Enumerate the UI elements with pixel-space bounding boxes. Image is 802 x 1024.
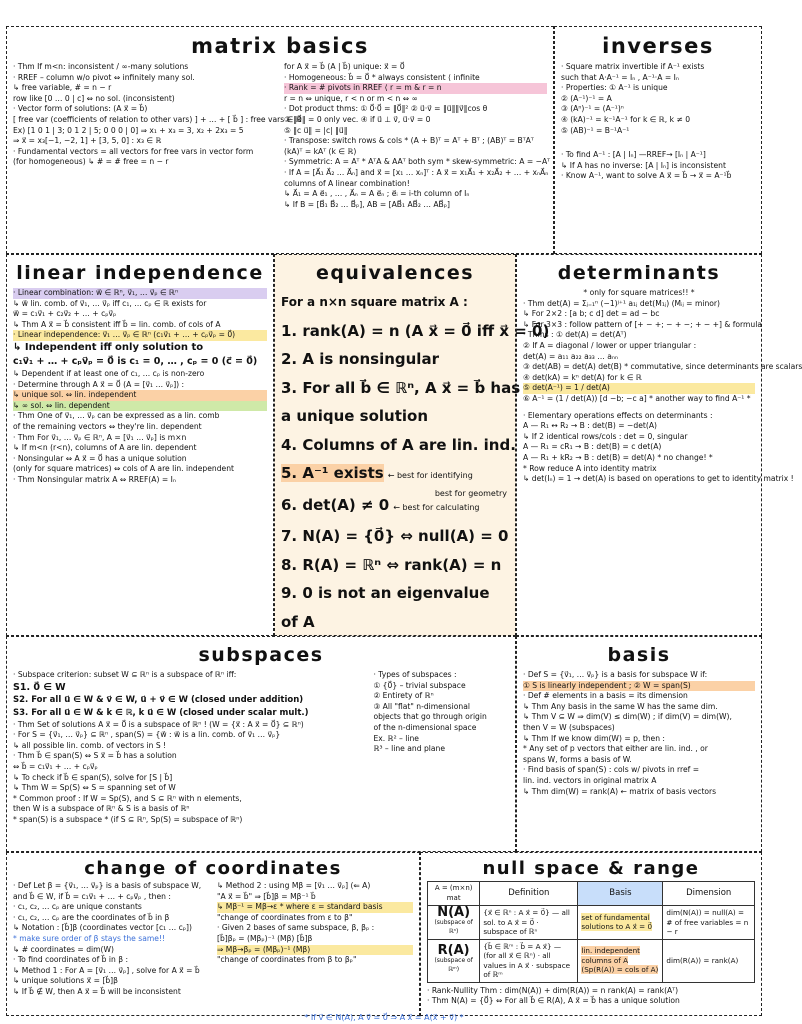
text-line: ↳ If 2 identical rows/cols : det = 0, singular [523, 431, 688, 441]
text-line: ⑤ det(A⁻¹) = 1 / det(A) [523, 383, 755, 394]
equivalence-note: ← best for identifying [387, 471, 473, 480]
equivalence-note: ← best for calculating [393, 502, 480, 512]
text-line: (for homogeneous) ↳ # = # free = n − r [13, 157, 169, 167]
text-line: ↳ If B = [B⃗₁ B⃗₂ … B⃗ₚ], AB = [AB⃗₁ AB⃗₂ … AB⃗ₚ] [284, 199, 450, 209]
text-line: · Thms : ① det(A) = det(Aᵀ) [523, 330, 627, 340]
basis-text: lin. independent columns of A (Sp(R(A)) = cols of A) [581, 946, 659, 975]
text-line: · To find A⁻¹ : [A | Iₙ] —RREF→ [Iₙ | A⁻¹] [561, 150, 706, 160]
text-line: of the n-dimensional space [373, 722, 477, 732]
text-line: ① S is linearly independent ; ② W = span(S) [523, 681, 755, 692]
text-line: ↳ det(Iₙ) = 1 → det(A) is based on operations to get to identity matrix ! [523, 474, 794, 484]
text-line: · Subspace criterion: subset W ⊆ ℝⁿ is a subspace of ℝⁿ iff: [13, 670, 237, 679]
text-line: ⇔ b⃗ = c₁v⃗₁ + … + cₚv⃗ₚ [13, 761, 98, 771]
text-line: · c₁, c₂, … cₚ are unique constants [13, 902, 142, 912]
text-line: columns of A linear combination! [284, 178, 410, 188]
equivalence-item: 7. N(A) = {0⃗} ⇔ null(A) = 0 [281, 527, 509, 545]
cheat-sheet [6, 26, 802, 1016]
text-line: · Nonsingular ⇔ A x⃗ = 0⃗ has a unique solution [13, 453, 187, 463]
text-line: ↳ unique solutions x⃗ = [b⃗]β [13, 976, 118, 986]
text-line: row like [0 … 0 | c] ⇔ no sol. (inconsistent) [13, 93, 175, 103]
text-line: ↳ Mβ⁻¹ = Mβ→ε * where ε = standard basis [217, 902, 413, 913]
basis-text: set of fundamental solutions to A x⃗ = 0⃗ [581, 912, 653, 932]
text-line: · For S = {v⃗₁, … v⃗ₚ} ⊆ ℝⁿ , span(S) = {w⃗ : w⃗ is a lin. comb. of v⃗₁ … v⃗ₚ} [13, 730, 281, 740]
text-line: ④ det(kA) = kⁿ det(A) for k ∈ ℝ [523, 372, 642, 382]
text-line: for A x⃗ = b⃗ (A | b⃗) unique: x⃗ = 0⃗ [284, 62, 405, 71]
basis-title: basis [607, 644, 671, 666]
text-line: ↳ For 3×3 : follow pattern of [+ − +; − + −; + − +] & formula [523, 319, 762, 329]
text-line: · Dot product thms: ① 0⃗·0⃗ = ‖0⃗‖² ② u⃗·v⃗ = ‖u⃗‖‖v⃗‖cos θ [284, 104, 488, 114]
text-line: det(A) = a₁₁ a₂₂ a₃₃ … aₙₙ [523, 351, 618, 361]
text-line: r = n ⇔ unique, r < n or m < n ⇔ ∞ [284, 93, 418, 103]
text-line: "A x⃗ = b⃗" ⇒ [b⃗]β = Mβ⁻¹ b⃗ [217, 891, 316, 901]
text-line: ② (A⁻¹)⁻¹ = A [561, 93, 612, 103]
text-line: * Row reduce A into identity matrix [523, 463, 657, 473]
text-line: · Types of subspaces : [373, 670, 457, 679]
subspaces-title: subspaces [198, 644, 324, 666]
text-line: · Def S = {v⃗₁, … v⃗ₚ} is a basis for subspace W if: [523, 670, 708, 679]
text-line: ↳ To check if b⃗ ∈ span(S), solve for [S | b⃗] [13, 772, 173, 782]
text-line: ④ (kA)⁻¹ = k⁻¹A⁻¹ for k ∈ ℝ, k ≠ 0 [561, 114, 691, 124]
text-line: A — R₁ ↔ R₂ → B : det(B) = −det(A) [523, 421, 657, 431]
text-line: ③ All "flat" n-dimensional [373, 701, 470, 711]
symbol-text: N(A) [437, 905, 471, 920]
text-line: objects that go through origin [373, 712, 487, 722]
footer-note: * If v⃗ ∈ N(A), A v⃗ = 0⃗ ⇒ A x⃗ = A(x⃗ + v⃗) * [304, 1013, 464, 1022]
linear-independence-title: linear independence [16, 262, 264, 284]
text-line: ③ det(AB) = det(A) det(B) * commutative, since determinants are scalars [523, 362, 802, 372]
text-line: · Homogeneous: b⃗ = 0⃗ * always consistent ⟨ infinite [284, 72, 480, 82]
text-line: · Thm Nonsingular matrix A ⇔ RREF(A) = Iₙ [13, 474, 176, 484]
matrix-basics-title: matrix basics [191, 34, 369, 58]
equivalence-item: 3. For all b⃗ ∈ ℝⁿ, A x⃗ = b⃗ has [281, 378, 521, 397]
equivalence-text: 5. A⁻¹ exists [281, 464, 384, 482]
symbol-text: R(A) [437, 943, 470, 959]
text-line: A — R₁ = cR₁ → B : det(B) = c det(A) [523, 442, 662, 452]
symbol-label: (subspace of ℝⁿ) [434, 918, 473, 935]
text-line: ↳ Thm Any basis in the same W has the same dim. [523, 701, 718, 711]
equivalence-item: a unique solution [281, 407, 429, 425]
text-line: such that A·A⁻¹ = Iₙ , A⁻¹·A = Iₙ [561, 72, 679, 82]
symbol-label: (subspace of ℝᵐ) [434, 956, 473, 974]
text-line: · Thm b⃗ ∈ span(S) ⇔ S x⃗ = b⃗ has a solution [13, 751, 177, 761]
text-line: * span(S) is a subspace * (if S ⊆ ℝⁿ, Sp(S) = subspace of ℝⁿ) [13, 814, 243, 824]
matrix-basics-left [13, 62, 302, 210]
text-line: S1. 0⃗ ∈ W [13, 681, 66, 693]
text-line: ↳ If A has no inverse: [A | Iₙ] is inconsistent [561, 160, 726, 170]
text-line: ↳ Method 2 : using Mβ = [v⃗₁ … v⃗ₚ] (⇐ A) [217, 881, 371, 890]
text-line: ↳ # coordinates = dim(W) [13, 944, 114, 954]
text-line: S2. For all u⃗ ∈ W & v⃗ ∈ W, u⃗ + v⃗ ∈ W (closed under addition) [13, 694, 304, 705]
text-line: · Know A⁻¹, want to solve A x⃗ = b⃗ → x⃗ = A⁻¹b⃗ [561, 171, 732, 181]
text-line: ↳ ∞ sol. ⇔ lin. dependent [13, 401, 267, 412]
text-line: ↳ A⃗₁ = A e⃗₁ , … , A⃗ₙ = A e⃗ₙ ; e⃗ᵢ = i-th column of Iₙ [284, 189, 470, 199]
matrix-basics-right [284, 62, 551, 210]
text-line: * only for square matrices!! * [583, 288, 695, 297]
table-row [428, 906, 755, 940]
text-line: w⃗ = c₁v⃗₁ + c₂v⃗₂ + … + cₚv⃗ₚ [13, 309, 117, 319]
text-line: · Def # elements in a basis = its dimension [523, 691, 688, 701]
null-range-table [427, 881, 755, 983]
text-line: · Thm If m<n: inconsistent / ∞-many solutions [13, 62, 189, 71]
text-line: · Def Let β = {v⃗₁, … v⃗ₚ} is a basis of subspace W, [13, 881, 202, 890]
text-line: · RREF – column w/o pivot ⇔ infinitely many sol. [13, 72, 195, 82]
text-line: ↳ w⃗ lin. comb. of v⃗₁, … v⃗ₚ iff c₁, … cₚ ∈ ℝ exists for [13, 298, 207, 308]
table-header: Basis [578, 882, 663, 906]
text-line: ⑤ ‖c u⃗‖ = |c| ‖u⃗‖ [284, 125, 348, 135]
change-of-coordinates-section [6, 852, 420, 1016]
text-line: [b⃗]βₚ = (Mβₚ)⁻¹ (Mβ) [b⃗]β [217, 933, 313, 943]
text-line: "change of coordinates from ε to β" [217, 912, 353, 922]
text-line: ↳ Dependent if at least one of c₁, … cₚ is non-zero [13, 368, 205, 378]
text-line: S3. For all u⃗ ∈ W & k ∈ ℝ, k u⃗ ∈ W (closed under scalar mult.) [13, 707, 309, 718]
text-line: ℝ³ – line and plane [373, 744, 446, 754]
equivalence-intro: For a n×n square matrix A : [281, 295, 468, 309]
coords-right [217, 881, 413, 998]
table-row [428, 939, 755, 982]
text-line: Ex. ℝ² – line [373, 733, 419, 743]
inverses-section [554, 26, 762, 254]
text-line: ↳ Thm W = Sp(S) ⇔ S = spanning set of W [13, 783, 176, 793]
equivalence-text: 6. det(A) ≠ 0 [281, 495, 390, 514]
coords-left [13, 881, 209, 998]
text-line: ⇒ x⃗ = x₃[−1, −2, 1] + [3, 5, 0] : x₃ ∈ ℝ [13, 136, 162, 146]
equivalence-item: 8. R(A) = ℝⁿ ⇔ rank(A) = n [281, 555, 502, 574]
table-header: Definition [480, 882, 578, 906]
text-line: · c₁, c₂, … cₚ are the coordinates of b⃗ in β [13, 912, 170, 922]
text-line: then V = W (subspaces) [523, 722, 615, 732]
text-line: * Common proof : If W = Sp(S), and S ⊆ ℝⁿ with n elements, [13, 793, 242, 803]
null-space-range-section [420, 852, 762, 1016]
text-line: · Determine through A x⃗ = 0⃗ (A = [v⃗₁ … v⃗ₚ]) : [13, 379, 185, 389]
text-line: (only for square matrices) ⇔ cols of A are lin. independent [13, 464, 234, 474]
text-line: c₁v⃗₁ + … + cₚv⃗ₚ = 0⃗ is c₁ = 0, … , cₚ = 0 (c⃗ = 0⃗) [13, 355, 258, 367]
text-line: ⑥ A⁻¹ = (1 / det(A)) [d −b; −c a] * another way to find A⁻¹ * [523, 393, 751, 403]
text-line: "change of coordinates from β to βₚ" [217, 955, 357, 965]
change-of-coordinates-title: change of coordinates [84, 858, 342, 879]
text-line: · Properties: ① A⁻¹ is unique [561, 83, 668, 93]
text-line: ↳ If b⃗ ∉ W, then A x⃗ = b⃗ will be inconsistent [13, 986, 181, 996]
text-line: ↳ Method 1 : For A = [v⃗₁ … v⃗ₚ] , solve for A x⃗ = b⃗ [13, 965, 200, 975]
text-line: ↳ free variable, # = n − r [13, 83, 112, 93]
equivalence-item [281, 459, 509, 491]
text-line: of the remaining vectors ⇔ they're lin. dependent [13, 421, 202, 431]
text-line: ① {0⃗} – trivial subspace [373, 680, 466, 690]
row-basis [578, 906, 663, 940]
text-line: · Thm N(A) = {0⃗} ⇔ For all b⃗ ∈ R(A), A x⃗ = b⃗ has a unique solution [427, 996, 680, 1006]
text-line: · Find basis of span(S) : cols w/ pivots in rref = [523, 765, 700, 775]
text-line: ↳ Thm V ⊆ W ⇒ dim(V) ≤ dim(W) ; if dim(V) = dim(W), [523, 712, 732, 722]
row-dimension: dim(R(A)) = rank(A) [663, 939, 755, 982]
text-line: ↳ For 2×2 : [a b; c d] det = ad − bc [523, 309, 660, 319]
text-line: * Any set of p vectors that either are lin. ind. , or [523, 744, 708, 754]
subspaces-right [373, 670, 509, 826]
determinants-section [516, 254, 802, 636]
text-line: A — R₁ + kR₂ → B : det(B) = det(A) * no change! * [523, 452, 713, 462]
text-line: · Rank = # pivots in RREF ⟨ r = m & r = n [284, 83, 547, 94]
text-line: ↳ Thm A x⃗ = b⃗ consistent iff b⃗ = lin. comb. of cols of A [13, 319, 221, 329]
text-line: · Linear combination: w⃗ ∈ ℝⁿ, v⃗₁, … v⃗ₚ ∈ ℝⁿ [13, 288, 267, 299]
row-basis [578, 939, 663, 982]
text-line: [ free var (coefficients of relation to other vars) ] + … + [ b⃗ ] : free vars ∈ ℝ [13, 114, 302, 124]
table-header-row [428, 882, 755, 906]
subspaces-section [6, 636, 516, 852]
text-line: ③ ‖0⃗‖ = 0 only vec. ④ if u⃗ ⊥ v⃗, u⃗·v⃗ = 0 [284, 114, 431, 124]
equivalences-title: equivalences [315, 262, 475, 284]
text-line: · If A = [A⃗₁ A⃗₂ … A⃗ₙ] and x⃗ = [x₁ … xₙ]ᵀ : A x⃗ = x₁A⃗₁ + x₂A⃗₂ + … + xₙA⃗ₙ [284, 167, 549, 177]
text-line: ↳ Thm If we know dim(W) = p, then : [523, 733, 665, 743]
inverses-title: inverses [602, 34, 714, 58]
text-line: · Vector form of solutions: (A x⃗ = b⃗) [13, 104, 148, 114]
basis-section [516, 636, 762, 852]
table-header: Dimension [663, 882, 755, 906]
matrix-basics-section [6, 26, 554, 254]
text-line: ↳ Thm dim(W) = rank(A) ← matrix of basis vectors [523, 786, 717, 796]
text-line: Ex) [1 0 1 | 3; 0 1 2 | 5; 0 0 0 | 0] ⇒ x₁ + x₃ = 3, x₂ + 2x₃ = 5 [13, 125, 244, 135]
equivalence-item: 9. 0 is not an eigenvalue [281, 584, 490, 602]
equivalence-item: 4. Columns of A are lin. ind. [281, 435, 516, 454]
text-line: ⇒ Mβ→βₚ = (Mβₚ)⁻¹ (Mβ) [217, 945, 413, 956]
subspaces-left [13, 670, 365, 826]
text-line: · Thm Set of solutions A x⃗ = 0⃗ is a subspace of ℝⁿ ! (W = {x⃗ : A x⃗ = 0⃗} ⊆ ℝⁿ) [13, 719, 304, 729]
row-definition: {b⃗ ∈ ℝᵐ : b⃗ = A x⃗} — (for all x⃗ ∈ ℝⁿ) · all values in A x⃗ · subspace of ℝᵐ [480, 939, 578, 982]
text-line: (kA)ᵀ = kAᵀ (k ∈ ℝ) [284, 146, 357, 156]
text-line: ③ (Aⁿ)⁻¹ = (A⁻¹)ⁿ [561, 104, 624, 114]
text-line: then W is a subspace of ℝⁿ & S is a basis of ℝⁿ [13, 804, 190, 814]
text-line: · Linear independence: v⃗₁ … v⃗ₚ ∈ ℝⁿ (c₁v⃗₁ + … + cₚv⃗ₚ = 0⃗) [13, 330, 267, 341]
text-line: ↳ Notation : [b⃗]β (coordinates vector [c₁ … cₚ]) [13, 923, 192, 933]
null-space-range-title: null space & range [482, 858, 700, 879]
text-line: · Elementary operations effects on determinants : [523, 410, 713, 420]
text-line: ↳ If m<n (r<n), columns of A are lin. dependent [13, 443, 197, 453]
row-definition: {x⃗ ∈ ℝⁿ : A x⃗ = 0⃗} — all sol. to A x⃗ = 0⃗ · subspace of ℝⁿ [480, 906, 578, 940]
equivalence-item: 1. rank(A) = n (A x⃗ = 0⃗ iff x⃗ = 0⃗) [281, 321, 550, 340]
linear-independence-section [6, 254, 274, 636]
text-line: ② If A = diagonal / lower or upper triangular : [523, 340, 697, 350]
text-line: · Thm det(A) = Σⱼ₌₁ⁿ (−1)ʲ⁺¹ a₁ⱼ det(M₁ⱼ) (Mᵢⱼ = minor) [523, 298, 721, 308]
text-line: spans W, forms a basis of W. [523, 754, 632, 764]
row-symbol [428, 939, 480, 982]
text-line: · Transpose: switch rows & cols * (A + B)ᵀ = Aᵀ + Bᵀ ; (AB)ᵀ = BᵀAᵀ [284, 136, 534, 146]
equivalence-note-geometry: best for geometry [434, 489, 507, 498]
row-dimension: dim(N(A)) = null(A) = # of free variables = n − r [663, 906, 755, 940]
equivalence-item: 2. A is nonsingular [281, 350, 439, 368]
row-symbol [428, 906, 480, 940]
text-line: · Thm One of v⃗₁, … v⃗ₚ can be expressed as a lin. comb [13, 411, 220, 421]
text-line: and b⃗ ∈ W, if b⃗ = c₁v⃗₁ + … + cₚv⃗ₚ , then : [13, 891, 171, 901]
text-line: ② Entirety of ℝⁿ [373, 691, 434, 701]
text-line: · Square matrix invertible if A⁻¹ exists [561, 62, 705, 71]
text-line: lin. ind. vectors in original matrix A [523, 775, 657, 785]
text-line: · Rank-Nullity Thm : dim(N(A)) + dim(R(A)) = n rank(A) = rank(Aᵀ) [427, 985, 679, 995]
text-line: · Symmetric: A = Aᵀ * AᵀA & AAᵀ both sym * skew-symmetric: A = −Aᵀ [284, 157, 551, 167]
text-line: · Given 2 bases of same subspace, β, βₚ : [217, 923, 375, 933]
text-line: ↳ all possible lin. comb. of vectors in S ! [13, 740, 167, 750]
text-line: * make sure order of β stays the same!! [13, 933, 166, 943]
text-line: ↳ unique sol. ⇔ lin. independent [13, 390, 267, 401]
determinants-title: determinants [557, 262, 721, 284]
text-line: · Fundamental vectors = all vectors for free vars in vector form [13, 146, 254, 156]
text-line: · Thm For v⃗₁, … v⃗ₚ ∈ ℝⁿ, A = [v⃗₁ … v⃗ₚ] is m×n [13, 432, 187, 442]
equivalence-item: of A [281, 612, 315, 631]
table-header: A = (m×n) mat [428, 882, 480, 906]
text-line: · To find coordinates of b⃗ in β : [13, 955, 129, 965]
equivalences-section [274, 254, 550, 636]
text-line: ⑤ (AB)⁻¹ = B⁻¹A⁻¹ [561, 125, 630, 135]
text-line: ↳ Independent iff only solution to [13, 341, 204, 353]
